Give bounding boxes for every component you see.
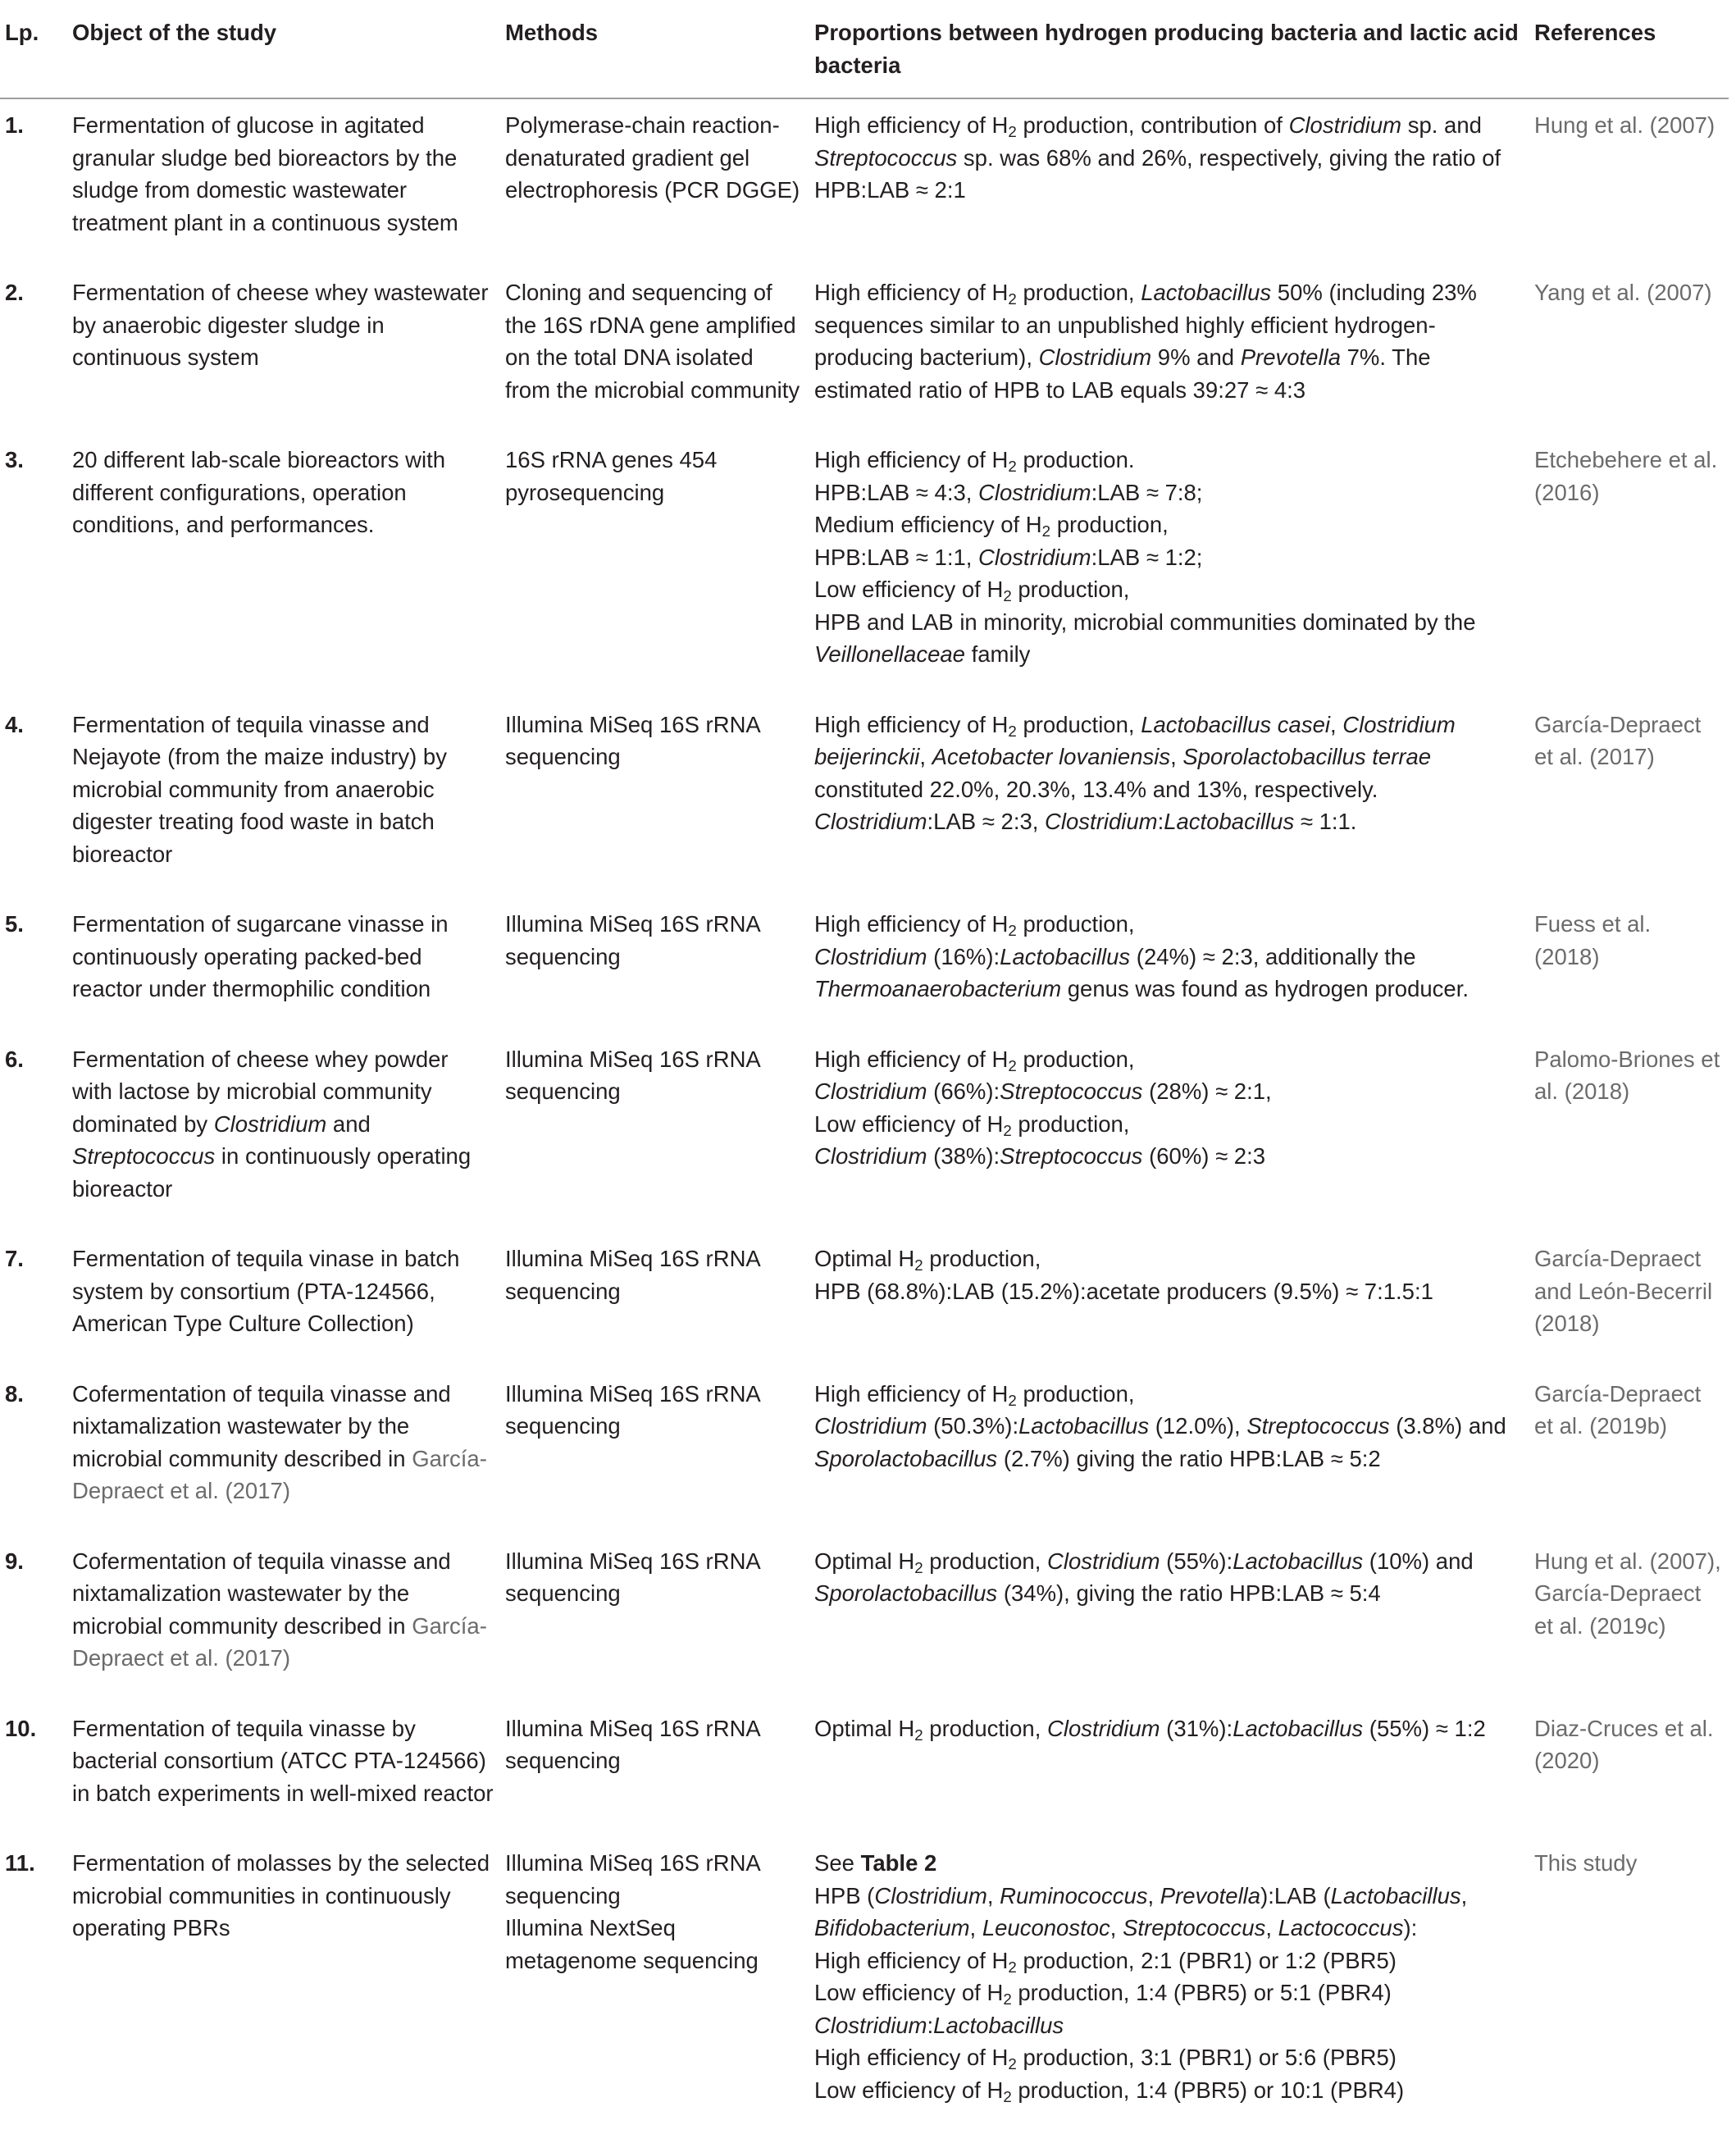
cell-object: Cofermentation of tequila vinasse and nixtamalization wastewater by the microbial community described in García-Depraect et al. (2017)	[72, 1380, 487, 1503]
header-references: References	[1529, 0, 1729, 98]
cell-references: García-Depraect and León-Becerril (2018)	[1534, 1246, 1713, 1336]
cell-methods: Illumina MiSeq 16S rRNA sequencing Illumina NextSeq metagenome sequencing	[505, 1850, 760, 1973]
table-row	[0, 1033, 1729, 1233]
header-object: Object of the study	[67, 0, 500, 98]
cell-proportions: Optimal $H_2$ production, Clostridium (55%):Lactobacillus (10%) and Sporolactobacillus (34%), giving the ratio HPB:LAB ≈ 5:4	[814, 1548, 1474, 1606]
cell-references: Hung et al. (2007)	[1534, 112, 1715, 138]
cell-object: Fermentation of cheese whey wastewater by anaerobic digester sludge in continuous system	[72, 280, 489, 370]
cell-object: Fermentation of tequila vinase in batch system by consortium (PTA-124566, American Type Culture Collection)	[72, 1246, 460, 1336]
cell-lp: 5.	[5, 911, 24, 937]
cell-lp: 8.	[5, 1380, 24, 1407]
cell-proportions: High efficiency of $H_2$ production, Lactobacillus casei, Clostridium beijerinckii, Acetobacter lovaniensis, Sporolactobacillus terrae constituted 22.0%, 20.3%, 13.4% and 13%, respectively. Clostridium:LAB ≈ 2:3, Clostridium:Lactobacillus ≈ 1:1.	[814, 711, 1456, 834]
cell-proportions: High efficiency of $H_2$ production, Clostridium (16%):Lactobacillus (24%) ≈ 2:3, additionally the Thermoanaerobacterium genus was found as hydrogen producer.	[814, 911, 1469, 1001]
cell-lp: 6.	[5, 1046, 24, 1072]
cell-proportions: Optimal $H_2$ production, HPB (68.8%):LAB (15.2%):acetate producers (9.5%) ≈ 7:1.5:1	[814, 1246, 1433, 1304]
cell-references: Palomo-Briones et al. (2018)	[1534, 1046, 1720, 1104]
cell-proportions: See Table 2 HPB (Clostridium, Ruminococcus, Prevotella):LAB (Lactobacillus, Bifidobacterium, Leuconostoc, Streptococcus, Lactococcus): High efficiency of $H_2$ production, 2:1 (PBR1) or 1:2 (PBR5) Low efficiency of $H_2$ production, 1:4 (PBR5) or 5:1 (PBR4) Clostridium:Lactobacillus High efficiency of $H_2$ production, 3:1 (PBR1) or 5:6 (PBR5) Low efficiency of $H_2$ production, 1:4 (PBR5) or 10:1 (PBR4)	[814, 1850, 1468, 2105]
cell-proportions: High efficiency of $H_2$ production, contribution of Clostridium sp. and Streptococcus sp. was 68% and 26%, respectively, giving the ratio of HPB:LAB ≈ 2:1	[814, 112, 1501, 203]
cell-lp: 3.	[5, 447, 24, 472]
cell-methods: Illumina MiSeq 16S rRNA sequencing	[505, 711, 760, 769]
table-row	[0, 699, 1729, 899]
cell-object: Cofermentation of tequila vinasse and nixtamalization wastewater by the microbial community described in García-Depraect et al. (2017)	[72, 1548, 487, 1671]
header-row	[0, 0, 1729, 98]
header-methods: Methods	[500, 0, 809, 98]
table-row	[0, 1535, 1729, 1703]
cell-object: 20 different lab-scale bioreactors with different configurations, operation conditions, and performances.	[72, 447, 446, 537]
table-row	[0, 98, 1729, 267]
cell-methods: Illumina MiSeq 16S rRNA sequencing	[505, 1380, 760, 1439]
cell-references: Hung et al. (2007), García-Depraect et al. (2019c)	[1534, 1548, 1721, 1639]
cell-object: Fermentation of tequila vinasse and Nejayote (from the maize industry) by microbial community from anaerobic digester treating food waste in batch bioreactor	[72, 711, 447, 867]
table-row	[0, 434, 1729, 699]
cell-references: García-Depraect et al. (2019b)	[1534, 1380, 1702, 1439]
cell-lp: 4.	[5, 711, 24, 737]
cell-methods: 16S rRNA genes 454 pyrosequencing	[505, 447, 718, 505]
cell-references: Diaz-Cruces et al. (2020)	[1534, 1715, 1714, 1773]
table-row	[0, 1368, 1729, 1535]
cell-proportions: High efficiency of $H_2$ production, Clostridium (50.3%):Lactobacillus (12.0%), Streptococcus (3.8%) and Sporolactobacillus (2.7%) giving the ratio HPB:LAB ≈ 5:2	[814, 1380, 1506, 1471]
cell-proportions: High efficiency of $H_2$ production, Clostridium (66%):Streptococcus (28%) ≈ 2:1, Low efficiency of $H_2$ production, Clostridium (38%):Streptococcus (60%) ≈ 2:3	[814, 1046, 1272, 1169]
cell-object: Fermentation of cheese whey powder with lactose by microbial community dominated by Clostridium and Streptococcus in continuously operating bioreactor	[72, 1046, 472, 1202]
table-body	[0, 98, 1729, 2134]
cell-methods: Illumina MiSeq 16S rRNA sequencing	[505, 1715, 760, 1773]
cell-references: Etchebehere et al. (2016)	[1534, 447, 1718, 505]
cell-references: García-Depraect et al. (2017)	[1534, 711, 1702, 769]
cell-methods: Cloning and sequencing of the 16S rDNA gene amplified on the total DNA isolated from the microbial community	[505, 280, 800, 403]
table-row	[0, 1703, 1729, 1838]
cell-lp: 9.	[5, 1548, 24, 1574]
cell-methods: Illumina MiSeq 16S rRNA sequencing	[505, 1548, 760, 1606]
cell-methods: Polymerase-chain reaction-denaturated gradient gel electrophoresis (PCR DGGE)	[505, 112, 800, 203]
cell-lp: 10.	[5, 1715, 37, 1741]
table-row	[0, 898, 1729, 1033]
cell-lp: 2.	[5, 280, 24, 305]
cell-proportions: High efficiency of $H_2$ production. HPB:LAB ≈ 4:3, Clostridium:LAB ≈ 7:8; Medium efficiency of $H_2$ production, HPB:LAB ≈ 1:1, Clostridium:LAB ≈ 1:2; Low efficiency of $H_2$ production, HPB and LAB in minority, microbial communities dominated by the Veillonellaceae family	[814, 447, 1476, 667]
header-lp: Lp.	[0, 0, 67, 98]
cell-lp: 7.	[5, 1246, 24, 1271]
table-row	[0, 267, 1729, 434]
table-row	[0, 1233, 1729, 1368]
cell-proportions: High efficiency of $H_2$ production, Lactobacillus 50% (including 23% sequences similar to an unpublished highly efficient hydrogen-producing bacterium), Clostridium 9% and Prevotella 7%. The estimated ratio of HPB to LAB equals 39:27 ≈ 4:3	[814, 280, 1477, 403]
cell-methods: Illumina MiSeq 16S rRNA sequencing	[505, 1246, 760, 1304]
table-row	[0, 1837, 1729, 2134]
cell-methods: Illumina MiSeq 16S rRNA sequencing	[505, 911, 760, 969]
cell-references: This study	[1534, 1850, 1638, 1876]
cell-object: Fermentation of tequila vinasse by bacterial consortium (ATCC PTA-124566) in batch experiments in well-mixed reactor	[72, 1715, 494, 1806]
header-proportions: Proportions between hydrogen producing bacteria and lactic acid bacteria	[809, 0, 1529, 98]
cell-lp: 1.	[5, 112, 24, 138]
cell-methods: Illumina MiSeq 16S rRNA sequencing	[505, 1046, 760, 1104]
cell-references: Yang et al. (2007)	[1534, 280, 1712, 305]
cell-object: Fermentation of sugarcane vinasse in continuously operating packed-bed reactor under thermophilic condition	[72, 911, 449, 1001]
cell-proportions: Optimal $H_2$ production, Clostridium (31%):Lactobacillus (55%) ≈ 1:2	[814, 1715, 1486, 1744]
cell-lp: 11.	[5, 1850, 35, 1876]
cell-references: Fuess et al. (2018)	[1534, 911, 1652, 969]
cell-object: Fermentation of glucose in agitated granular sludge bed bioreactors by the sludge from domestic wastewater treatment plant in a continuous system	[72, 112, 458, 235]
cell-object: Fermentation of molasses by the selected microbial communities in continuously operating PBRs	[72, 1850, 490, 1940]
